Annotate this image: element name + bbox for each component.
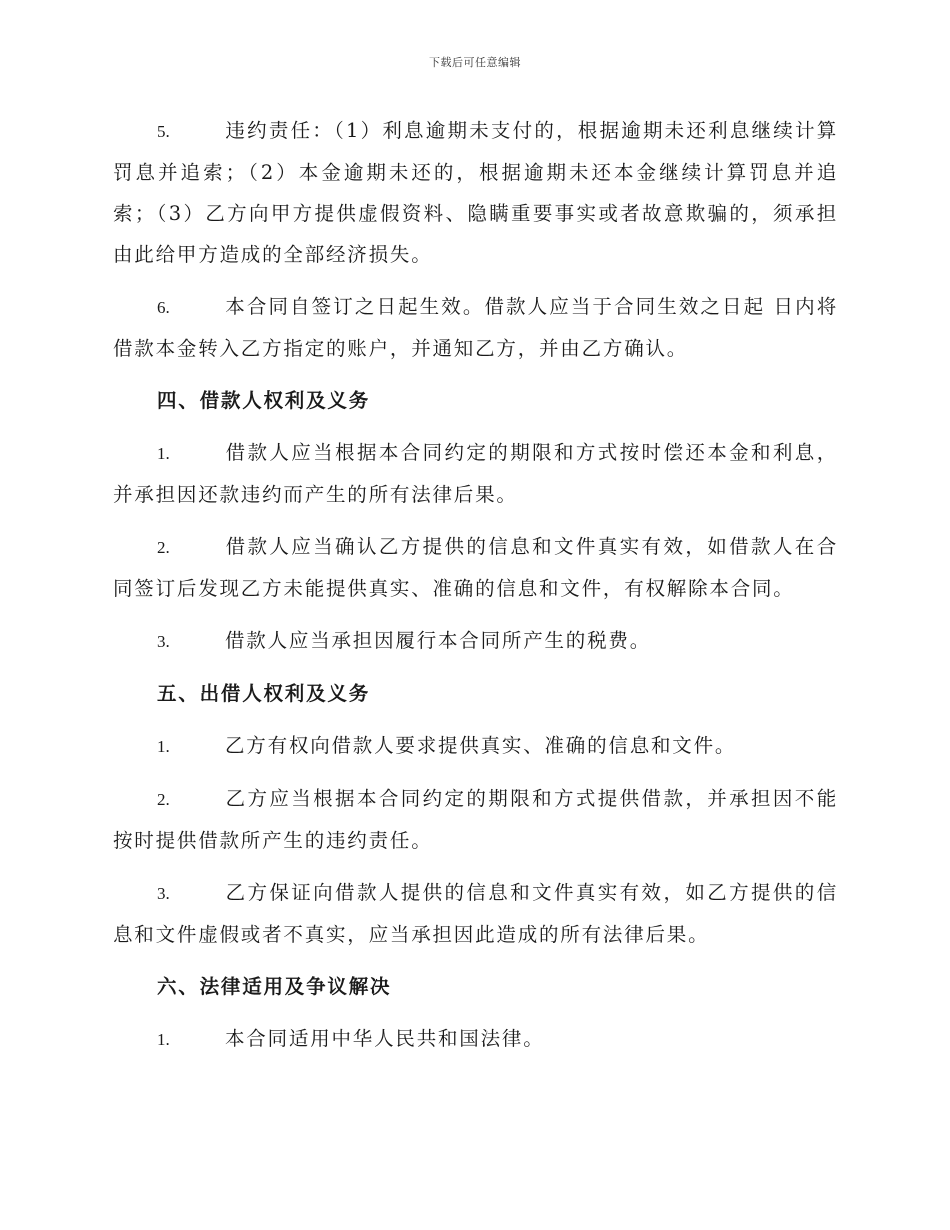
borrower-clause-1 xyxy=(113,432,838,515)
clause-text: 本合同自签订之日起生效。借款人应当于合同生效之日起 日内将借款本金转入乙方指定的账户，并通知乙方，并由乙方确认。 xyxy=(113,295,838,360)
page-header-note: 下载后可任意编辑 xyxy=(429,56,521,69)
law-clause-1 xyxy=(113,1018,838,1060)
lender-clause-3 xyxy=(113,872,838,955)
lender-clause-1 xyxy=(113,725,838,767)
section-title-lender-rights: 五、出借人权利及义务 xyxy=(157,682,371,705)
clause-5 xyxy=(113,110,838,275)
borrower-clause-3 xyxy=(113,620,838,662)
clause-number: 5. xyxy=(157,122,170,141)
clause-text: 乙方有权向借款人要求提供真实、准确的信息和文件。 xyxy=(225,734,737,757)
clause-text: 借款人应当承担因履行本合同所产生的税费。 xyxy=(225,629,652,652)
document-body xyxy=(113,110,838,1071)
clause-number: 6. xyxy=(157,298,170,317)
clause-6 xyxy=(113,286,838,369)
clause-number: 3. xyxy=(157,884,170,903)
clause-number: 3. xyxy=(157,632,170,651)
borrower-clause-2 xyxy=(113,526,838,609)
clause-text: 借款人应当根据本合同约定的期限和方式按时偿还本金和利息，并承担因还款违约而产生的所有法律后果。 xyxy=(113,441,838,506)
clause-text: 乙方保证向借款人提供的信息和文件真实有效，如乙方提供的信息和文件虚假或者不真实，应当承担因此造成的所有法律后果。 xyxy=(113,881,838,946)
clause-number: 1. xyxy=(157,444,170,463)
clause-number: 1. xyxy=(157,1030,170,1049)
clause-text: 乙方应当根据本合同约定的期限和方式提供借款，并承担因不能按时提供借款所产生的违约责任。 xyxy=(113,787,838,852)
clause-number: 2. xyxy=(157,790,170,809)
clause-number: 2. xyxy=(157,538,170,557)
lender-clause-2 xyxy=(113,778,838,861)
clause-text: 本合同适用中华人民共和国法律。 xyxy=(225,1027,545,1050)
clause-number: 1. xyxy=(157,737,170,756)
clause-text: 借款人应当确认乙方提供的信息和文件真实有效，如借款人在合同签订后发现乙方未能提供真实、准确的信息和文件，有权解除本合同。 xyxy=(113,535,838,600)
section-title-governing-law: 六、法律适用及争议解决 xyxy=(157,975,392,998)
clause-text: 违约责任：（1）利息逾期未支付的，根据逾期未还利息继续计算罚息并追索；（2）本金逾期未还的，根据逾期未还本金继续计算罚息并追索；（3）乙方向甲方提供虚假资料、隐瞒重要事实或者故意欺骗的，须承担由此给甲方造成的全部经济损失。 xyxy=(113,119,838,266)
section-title-borrower-rights: 四、借款人权利及义务 xyxy=(157,389,371,412)
